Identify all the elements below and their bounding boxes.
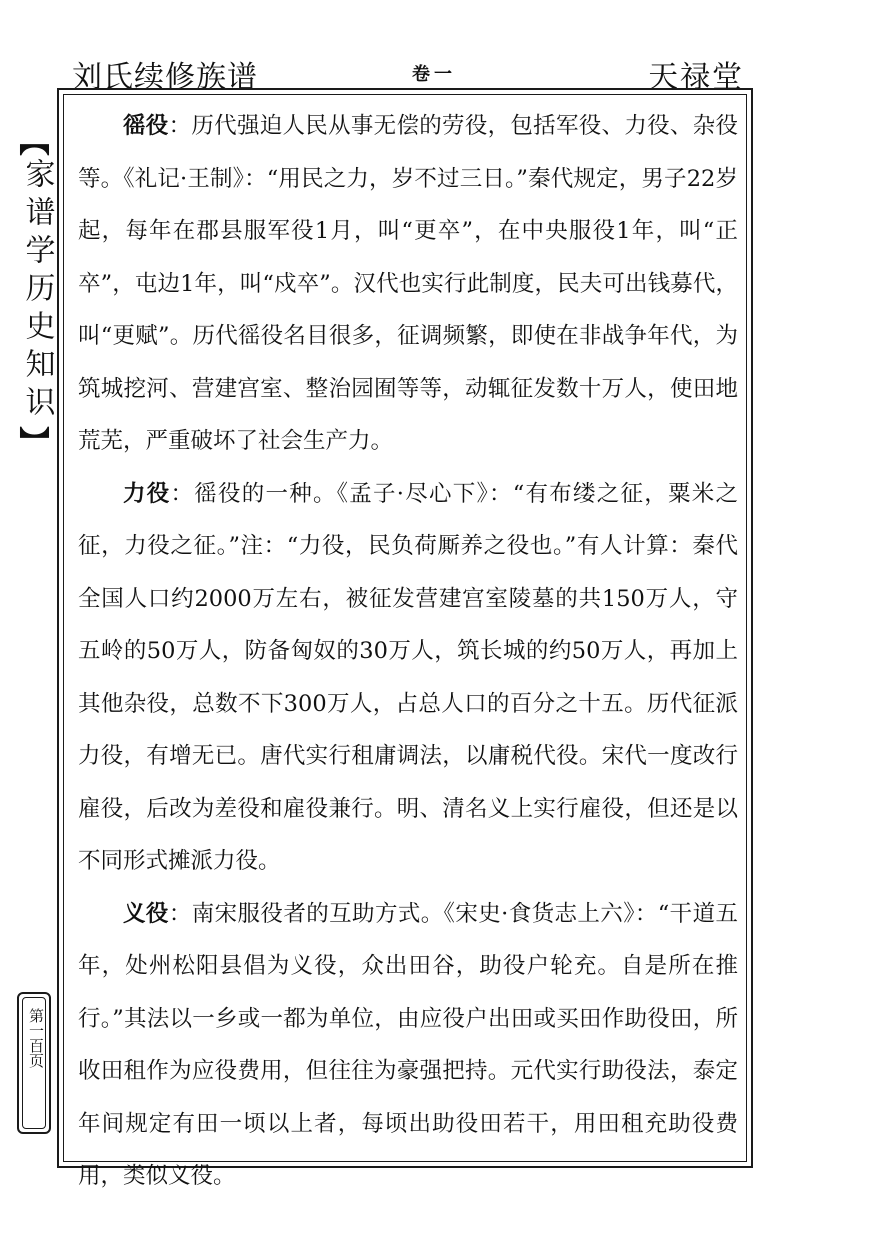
term-heading: 义役 [123,900,169,927]
section-body: ：徭役的一种。《孟子·尽心下》：“有布缕之征，粟米之征，力役之征。”注：“力役，民负荷厮养之役也。”有人计算：秦代全国人口约2000万左右，被征发营建宫室陵墓的共150万人，守五岭的50万人，防备匈奴的30万人，筑长城的约50万人，再加上其他杂役，总数不下300万人，占总人口的百分之十五。历代征派力役，有增无已。唐代实行租庸调法，以庸税代役。宋代一度改行雇役，后改为差役和雇役兼行。明、清名义上实行雇役，但还是以不同形式摊派力役。 [78,480,738,874]
section-body: ：南宋服役者的互助方式。《宋史·食货志上六》：“干道五年，处州松阳县倡为义役，众出田谷，助役户轮充。自是所在推行。”其法以一乡或一都为单位，由应役户出田或买田作助役田，所收田租作为应役费用，但往往为豪强把持。元代实行助役法，泰定年间规定有田一顷以上者，每顷出助役田若干，用田租充助役费用，类似义役。 [78,900,738,1189]
section-yiyi [78,888,738,1203]
book-title: 刘氏续修族谱 [72,60,258,95]
hall-name: 天禄堂 [648,60,744,95]
side-label-text: 家谱学历史知识 [19,158,55,424]
section-yaoyi [78,100,738,468]
page-header [60,50,750,95]
side-category-label [14,126,55,456]
page-number-box [17,992,51,1134]
term-heading: 力役 [123,480,171,507]
side-label-close-bracket: 】 [15,426,50,456]
section-liyi [78,468,738,888]
section-body: ：历代强迫人民从事无偿的劳役，包括军役、力役、杂役等。《礼记·王制》：“用民之力，岁不过三日。”秦代规定，男子22岁起，每年在郡县服军役1月，叫“更卒”，在中央服役1年，叫“正卒”，屯边1年，叫“戍卒”。汉代也实行此制度，民夫可出钱募代，叫“更赋”。历代徭役名目很多，征调频繁，即使在非战争年代，为筑城挖河、营建宫室、整治园囿等等，动辄征发数十万人，使田地荒芜，严重破坏了社会生产力。 [78,113,738,454]
term-heading: 徭役 [123,113,169,139]
page-content [78,100,738,1203]
side-label-open-bracket: 【 [15,126,50,156]
volume-title: 卷一 [412,64,456,85]
page-number: 第一百页 [27,1008,45,1068]
